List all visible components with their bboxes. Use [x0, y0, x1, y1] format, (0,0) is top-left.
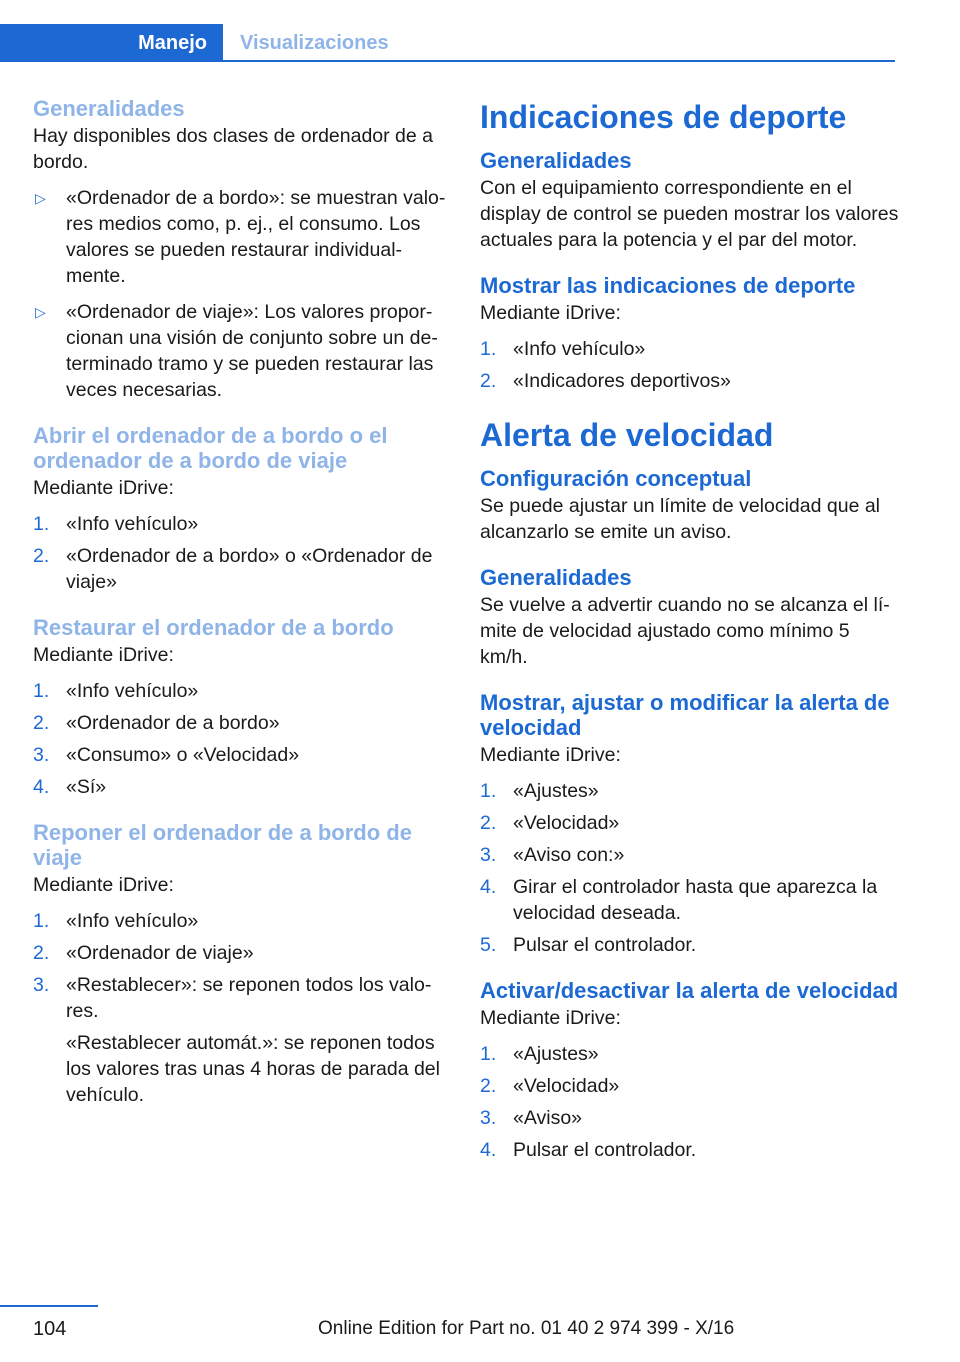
paragraph: Se vuelve a advertir cuando no se alcanza el límite de velocidad ajustado como mínimo 5 km/h.	[480, 594, 890, 668]
list-item: 3. «Restablecer»: se reponen todos los valores. «Restablecer automát.»: se reponen todos los valores tras unas 4 horas de parada del vehículo.	[33, 972, 451, 1108]
paragraph: Se puede ajustar un límite de velocidad que al alcanzarlo se emite un aviso.	[480, 495, 881, 543]
list-item: 4. «Sí»	[33, 776, 107, 798]
list-item: 2. «Indicadores deportivos»	[480, 370, 731, 392]
numbered-list	[33, 908, 451, 1108]
section-mostrar-alerta	[480, 690, 900, 958]
section-speed-generalidades	[480, 565, 900, 670]
numbered-list	[33, 511, 451, 595]
list-item: 3. «Aviso»	[480, 1107, 583, 1129]
numbered-list	[33, 678, 451, 800]
list-item: 3. «Aviso con:»	[480, 844, 625, 866]
list-item: 2. «Velocidad»	[480, 1075, 620, 1097]
right-column	[480, 96, 900, 1183]
section-title: Restaurar el ordenador de a bordo	[33, 615, 394, 640]
page-header	[0, 0, 960, 64]
paragraph: Mediante iDrive:	[480, 744, 621, 766]
section-title: Reponer el ordenador de a bordo de viaje	[33, 820, 412, 870]
section-title: Generalidades	[33, 96, 185, 121]
section-title: Generalidades	[480, 148, 632, 173]
section-title: Mostrar, ajustar o modificar la alerta de velocidad	[480, 690, 890, 740]
paragraph: Hay disponibles dos clases de ordenador de a bordo.	[33, 125, 434, 173]
section-restaurar-ordenador	[33, 615, 451, 800]
section-activar-alerta	[480, 978, 900, 1163]
list-item: 1. «Ajustes»	[480, 1043, 599, 1065]
tab-visualizaciones[interactable]: Visualizaciones	[240, 32, 389, 54]
list-item: 2. «Ordenador de a bordo»	[33, 712, 280, 734]
left-column	[33, 96, 451, 1128]
section-title: Generalidades	[480, 565, 632, 590]
bullet-list	[33, 185, 451, 403]
paragraph: Mediante iDrive:	[480, 302, 621, 324]
list-item: 1. «Info vehículo»	[33, 910, 199, 932]
section-reponer-viaje	[33, 820, 451, 1108]
section-configuracion	[480, 466, 900, 545]
list-item: 5. Pulsar el controlador.	[480, 934, 697, 956]
chapter-heading-sport: Indicaciones de deporte	[480, 99, 847, 135]
section-sport-generalidades	[480, 148, 900, 253]
triangle-bullet-icon: ▷	[35, 304, 46, 320]
triangle-bullet-icon: ▷	[35, 190, 46, 206]
page-number: 104	[33, 1318, 67, 1340]
numbered-list	[480, 336, 900, 394]
numbered-list	[480, 778, 900, 958]
section-title: Configuración conceptual	[480, 466, 752, 491]
list-item: ▷ «Ordenador de viaje»: Los valores proporcionan una visión de conjunto sobre un determinado tramo y se pueden restaurar las veces necesarias.	[35, 301, 438, 401]
list-item: 1. «Info vehículo»	[33, 680, 199, 702]
chapter-heading-speed: Alerta de velocidad	[480, 417, 774, 453]
list-item: 2. «Velocidad»	[480, 812, 620, 834]
list-item: 1. «Info vehículo»	[33, 513, 199, 535]
section-abrir-ordenador	[33, 423, 451, 595]
list-item: 1. «Info vehículo»	[480, 338, 646, 360]
list-item: 3. «Consumo» o «Velocidad»	[33, 744, 300, 766]
list-item: 4. Pulsar el controlador.	[480, 1139, 697, 1161]
section-title: Activar/desactivar la alerta de velocidad	[480, 978, 899, 1003]
edition-text: Online Edition for Part no. 01 40 2 974 399 - X/16	[318, 1318, 735, 1339]
section-title: Mostrar las indicaciones de deporte	[480, 273, 856, 298]
footer-divider	[0, 1305, 98, 1307]
list-item: 1. «Ajustes»	[480, 780, 599, 802]
list-item: ▷ «Ordenador de a bordo»: se muestran valores medios como, p. ej., el consumo. Los valores se pueden restaurar individualmente.	[35, 187, 446, 287]
section-mostrar-deporte	[480, 273, 900, 394]
paragraph: Mediante iDrive:	[33, 644, 174, 666]
paragraph: Mediante iDrive:	[33, 874, 174, 896]
numbered-list	[480, 1041, 900, 1163]
section-generalidades	[33, 96, 451, 403]
tab-manejo-label: Manejo	[138, 32, 207, 54]
section-title: Abrir el ordenador de a bordo o el ordenador de a bordo de viaje	[33, 423, 388, 473]
paragraph: Mediante iDrive:	[33, 477, 174, 499]
paragraph: Con el equipamiento correspondiente en el display de control se pueden mostrar los valores actuales para la potencia y el par del motor.	[480, 177, 899, 251]
list-item: 2. «Ordenador de viaje»	[33, 942, 254, 964]
tab-manejo[interactable]	[0, 24, 223, 62]
header-divider	[0, 60, 895, 62]
paragraph: Mediante iDrive:	[480, 1007, 621, 1029]
list-item: 2. «Ordenador de a bordo» o «Ordenador de viaje»	[33, 545, 433, 593]
sub-paragraph: «Restablecer automát.»: se reponen todos los valores tras unas 4 horas de parada del vehículo.	[66, 1032, 440, 1106]
list-item: 4. Girar el controlador hasta que aparezca la velocidad deseada.	[480, 876, 878, 924]
